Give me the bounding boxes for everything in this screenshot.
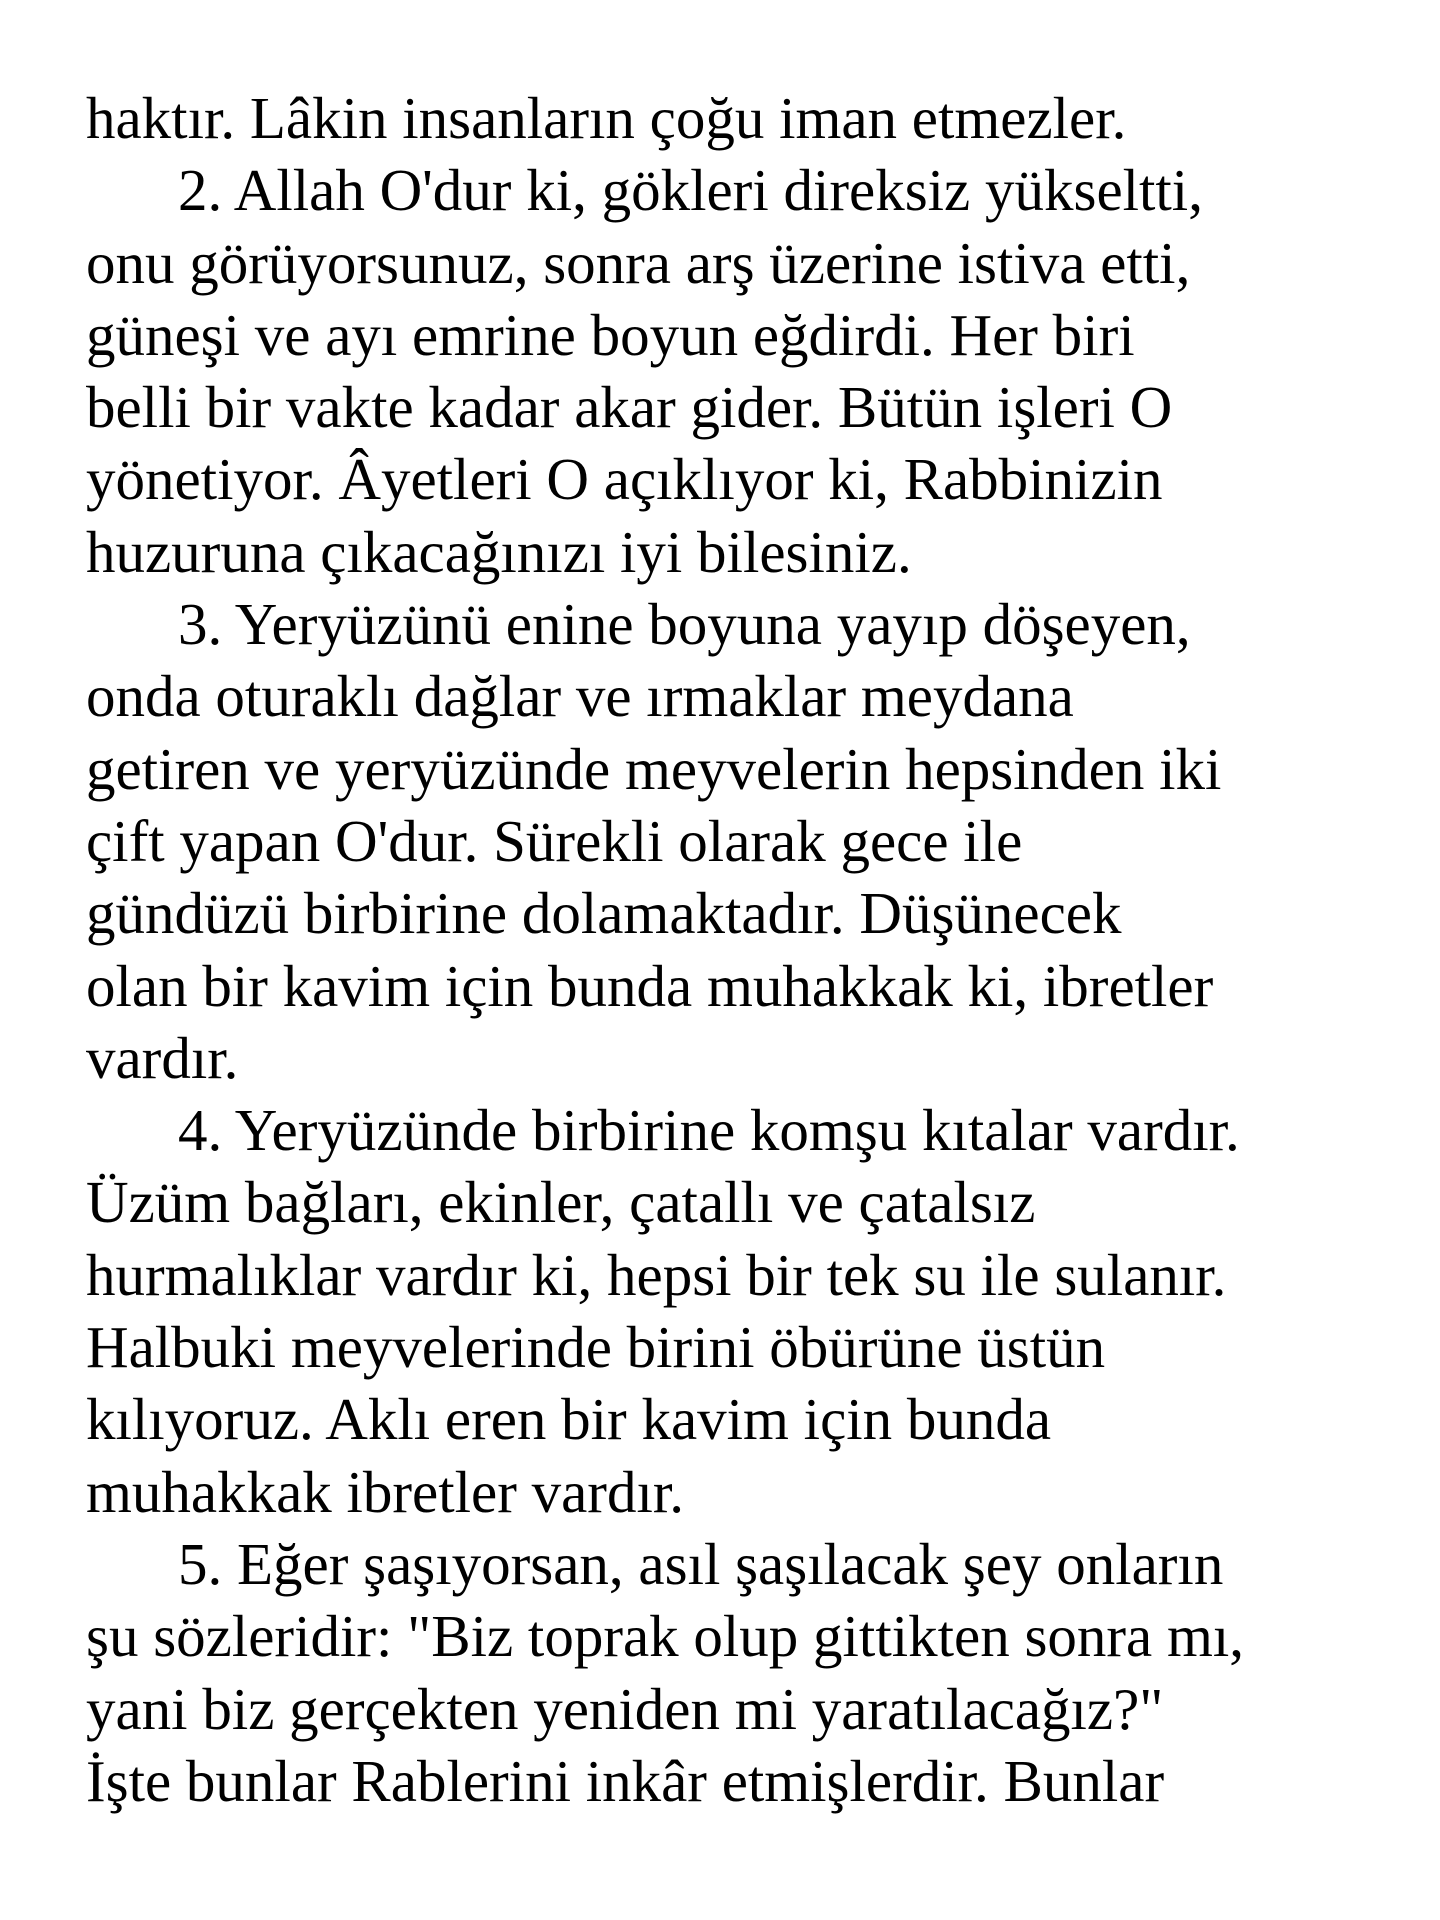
text-line: Halbuki meyvelerinde birini öbürüne üstün bbox=[86, 1314, 1106, 1381]
text-line: şu sözleridir: "Biz toprak olup gittikten sonra mı, bbox=[86, 1603, 1245, 1670]
text-line: getiren ve yeryüzünde meyvelerin hepsinden iki bbox=[86, 735, 1222, 802]
text-line: huzuruna çıkacağınızı iyi bilesiniz. bbox=[86, 518, 912, 585]
text-line: kılıyoruz. Aklı eren bir kavim için bunda bbox=[86, 1386, 1052, 1453]
text-line: belli bir vakte kadar akar gider. Bütün işleri O bbox=[86, 374, 1173, 441]
verse-2-start-line: 2. Allah O'dur ki, gökleri direksiz yükseltti, bbox=[178, 157, 1203, 224]
text-line: yani biz gerçekten yeniden mi yaratılacağız?" bbox=[86, 1675, 1164, 1742]
text-line: vardır. bbox=[86, 1024, 239, 1091]
verse-5-start-line: 5. Eğer şaşıyorsan, asıl şaşılacak şey onların bbox=[178, 1530, 1224, 1597]
text-line: onda oturaklı dağlar ve ırmaklar meydana bbox=[86, 663, 1074, 730]
text-line: Üzüm bağları, ekinler, çatallı ve çatalsız bbox=[86, 1169, 1036, 1236]
verse-4-start-line: 4. Yeryüzünde birbirine komşu kıtalar vardır. bbox=[178, 1097, 1240, 1164]
verse-3-start-line: 3. Yeryüzünü enine boyuna yayıp döşeyen, bbox=[178, 591, 1191, 658]
text-line: olan bir kavim için bunda muhakkak ki, ibretler bbox=[86, 952, 1214, 1019]
text-line: gündüzü birbirine dolamaktadır. Düşünecek bbox=[86, 880, 1122, 947]
text-line: yönetiyor. Âyetleri O açıklıyor ki, Rabbinizin bbox=[86, 446, 1163, 513]
text-line: çift yapan O'dur. Sürekli olarak gece ile bbox=[86, 807, 1023, 874]
document-page bbox=[86, 82, 1406, 1817]
text-line: haktır. Lâkin insanların çoğu iman etmezler. bbox=[86, 85, 1127, 151]
text-line: İşte bunlar Rablerini inkâr etmişlerdir. Bunlar bbox=[86, 1747, 1165, 1814]
text-line: onu görüyorsunuz, sonra arş üzerine istiva etti, bbox=[86, 229, 1191, 296]
text-line: hurmalıklar vardır ki, hepsi bir tek su ile sulanır. bbox=[86, 1241, 1227, 1308]
text-line: güneşi ve ayı emrine boyun eğdirdi. Her biri bbox=[86, 301, 1135, 368]
text-line: muhakkak ibretler vardır. bbox=[86, 1458, 684, 1525]
